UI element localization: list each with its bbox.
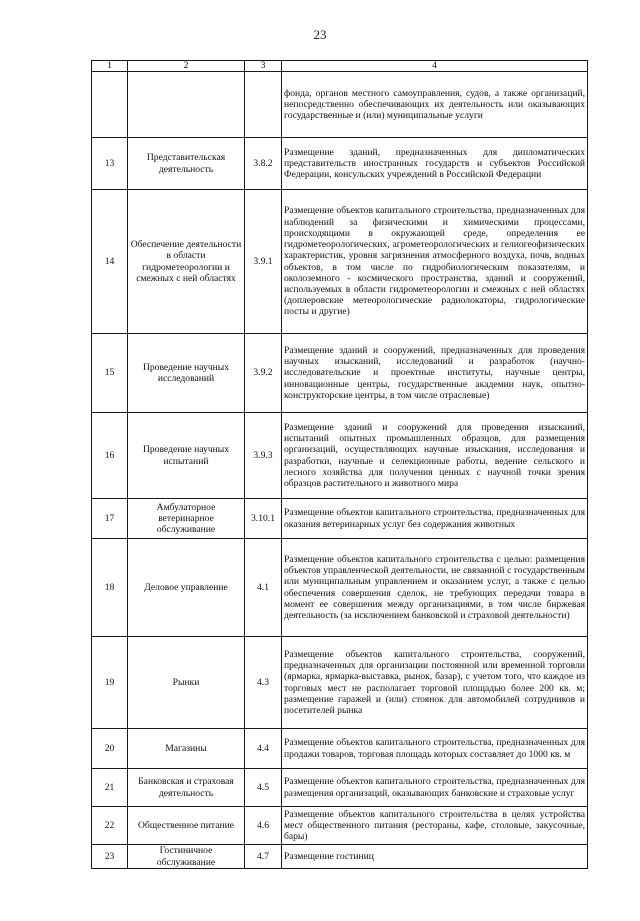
- row-number: 21: [92, 769, 128, 807]
- row-code: 4.7: [245, 845, 282, 869]
- row-description: Размещение зданий и сооружений для проведения изысканий, испытаний опытных промышленных образцов, для размещения организаций, осуществляющих научные изыскания, исследования и разработки, научные и селекционные работы, ведение сельского и лесного хозяйства для получения ценных с научной точки зрения образцов растительного и животного мира: [282, 413, 588, 499]
- row-number: 18: [92, 539, 128, 637]
- row-description: Размещение зданий, предназначенных для дипломатических представительств иностранных государств и субъектов Российской Федерации, консульских учреждений в Российской Федерации: [282, 138, 588, 190]
- table-row: [92, 138, 588, 190]
- row-name: Банковская и страховая деятельность: [128, 769, 245, 807]
- row-description: Размещение объектов капитального строительства, сооружений, предназначенных для организации постоянной или временной торговли (ярмарка, ярмарка-выставка, рынок, базар), с учетом того, что каждое из торговых мест не располагает торговой площадью более 200 кв. м; размещение гаражей и (или) стоянок для автомобилей сотрудников и посетителей рынка: [282, 637, 588, 729]
- header-col-4: 4: [282, 61, 588, 72]
- table-row: [92, 413, 588, 499]
- row-name: Рынки: [128, 637, 245, 729]
- row-name: Общественное питание: [128, 807, 245, 845]
- row-code: 3.9.1: [245, 190, 282, 334]
- row-number: 23: [92, 845, 128, 869]
- row-name: Обеспечение деятельности в области гидрометеорологии и смежных с ней областях: [128, 190, 245, 334]
- row-description: Размещение зданий и сооружений, предназначенных для проведения научных изысканий, исследований и разработок (научно-исследовательские и проектные институты, научные центры, инновационные центры, государственные академии наук, опытно-конструкторские центры, в том числе отраслевые): [282, 334, 588, 413]
- row-name: Гостиничное обслуживание: [128, 845, 245, 869]
- land-use-table: [91, 60, 588, 869]
- row-code: 4.4: [245, 729, 282, 769]
- row-code: 4.5: [245, 769, 282, 807]
- row-code: 3.10.1: [245, 499, 282, 539]
- row-description: Размещение гостиниц: [282, 845, 588, 869]
- row-code: 4.3: [245, 637, 282, 729]
- row-code: [245, 72, 282, 138]
- row-name: Деловое управление: [128, 539, 245, 637]
- row-name: Амбулаторное ветеринарное обслуживание: [128, 499, 245, 539]
- row-number: 17: [92, 499, 128, 539]
- table-row: [92, 334, 588, 413]
- row-number: 19: [92, 637, 128, 729]
- table-row: [92, 729, 588, 769]
- row-code: 3.9.3: [245, 413, 282, 499]
- row-code: 4.1: [245, 539, 282, 637]
- row-number: 13: [92, 138, 128, 190]
- row-number: 14: [92, 190, 128, 334]
- row-code: 4.6: [245, 807, 282, 845]
- header-col-1: 1: [92, 61, 128, 72]
- table-header-row: [92, 61, 588, 72]
- row-number: 16: [92, 413, 128, 499]
- row-name: [128, 72, 245, 138]
- header-col-2: 2: [128, 61, 245, 72]
- row-number: 20: [92, 729, 128, 769]
- row-number: 22: [92, 807, 128, 845]
- table-row: [92, 539, 588, 637]
- row-description: фонда, органов местного самоуправления, судов, а также организаций, непосредственно обеспечивающих их деятельность или оказывающих государственные и (или) муниципальные услуги: [282, 72, 588, 138]
- table-row: [92, 499, 588, 539]
- row-description: Размещение объектов капитального строительства в целях устройства мест общественного питания (рестораны, кафе, столовые, закусочные, бары): [282, 807, 588, 845]
- row-description: Размещение объектов капитального строительства, предназначенных для размещения организаций, оказывающих банковские и страховые услуг: [282, 769, 588, 807]
- row-description: Размещение объектов капитального строительства, предназначенных для продажи товаров, торговая площадь которых составляет до 1000 кв. м: [282, 729, 588, 769]
- row-description: Размещение объектов капитального строительства, предназначенных для наблюдений за физическими и химическими процессами, происходящими в окружающей среде, определения ее гидрометеорологических, агрометеорологических и гелиогеофизических характеристик, уровня загрязнения атмосферного воздуха, почв, водных объектов, в том числе по гидробиологическим показателям, и околоземного - космического пространства, зданий и сооружений, используемых в области гидрометеорологии и смежных с ней областях (доплеровские метеорологические радиолокаторы, гидрологические посты и другие): [282, 190, 588, 334]
- row-description: Размещение объектов капитального строительства, предназначенных для оказания ветеринарных услуг без содержания животных: [282, 499, 588, 539]
- table-row: [92, 190, 588, 334]
- row-name: Представительская деятельность: [128, 138, 245, 190]
- row-name: Проведение научных испытаний: [128, 413, 245, 499]
- row-number: 15: [92, 334, 128, 413]
- table-row: [92, 637, 588, 729]
- table-row: [92, 72, 588, 138]
- row-code: 3.8.2: [245, 138, 282, 190]
- page-number: 23: [313, 27, 327, 42]
- row-name: Магазины: [128, 729, 245, 769]
- row-description: Размещение объектов капитального строительства с целью: размещения объектов управленческой деятельности, не связанной с государственным или муниципальным управлением и оказанием услуг, а также с целью обеспечения совершения сделок, не требующих передачи товара в момент ее совершения между организациями, в том числе биржевая деятельность (за исключением банковской и страховой деятельности): [282, 539, 588, 637]
- row-number: [92, 72, 128, 138]
- table-row: [92, 807, 588, 845]
- header-col-3: 3: [245, 61, 282, 72]
- row-name: Проведение научных исследований: [128, 334, 245, 413]
- row-code: 3.9.2: [245, 334, 282, 413]
- table-row: [92, 845, 588, 869]
- table-row: [92, 769, 588, 807]
